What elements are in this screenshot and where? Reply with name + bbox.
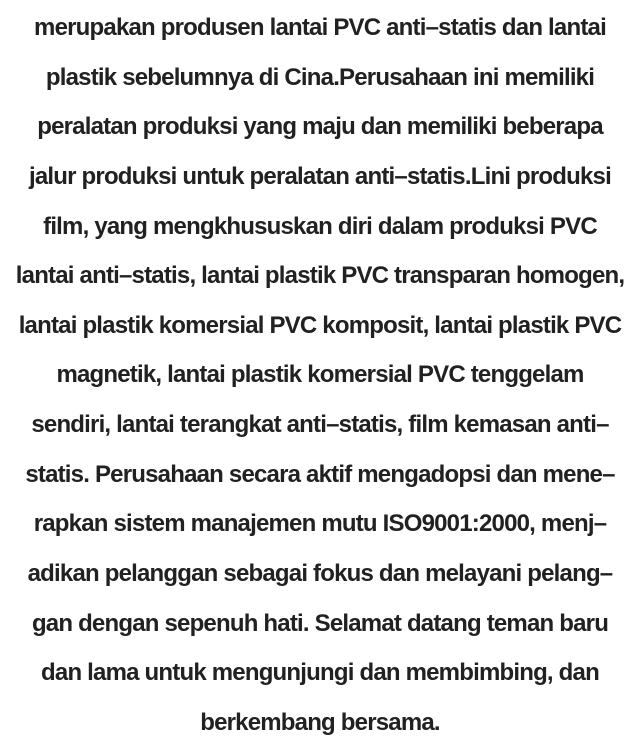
text-line: film, yang mengkhususkan diri dalam produksi PVC [43,212,597,240]
text-line: adikan pelanggan sebagai fokus dan melayani pelang– [27,560,613,588]
text-line: lantai plastik komersial PVC komposit, lantai plastik PVC [18,311,622,339]
text-line: rapkan sistem manajemen mutu ISO9001:2000, menj– [33,510,607,538]
text-line: peralatan produksi yang maju dan memiliki beberapa [37,113,603,141]
text-line: sendiri, lantai terangkat anti–statis, film kemasan anti– [31,411,609,439]
text-line: gan dengan sepenuh hati. Selamat datang teman baru [31,609,609,637]
text-line: jalur produksi untuk peralatan anti–statis.Lini produksi [29,162,611,190]
text-line: berkembang bersama. [200,708,440,736]
text-line: magnetik, lantai plastik komersial PVC tenggelam [56,361,584,389]
text-line: plastik sebelumnya di Cina.Perusahaan ini memiliki [45,63,595,91]
text-line: statis. Perusahaan secara aktif mengadopsi dan mene– [25,460,615,488]
text-line: lantai anti–statis, lantai plastik PVC transparan homogen, [15,262,625,290]
text-line: merupakan produsen lantai PVC anti–statis dan lantai [34,14,606,41]
text-line: dan lama untuk mengunjungi dan membimbing, dan [41,659,599,687]
